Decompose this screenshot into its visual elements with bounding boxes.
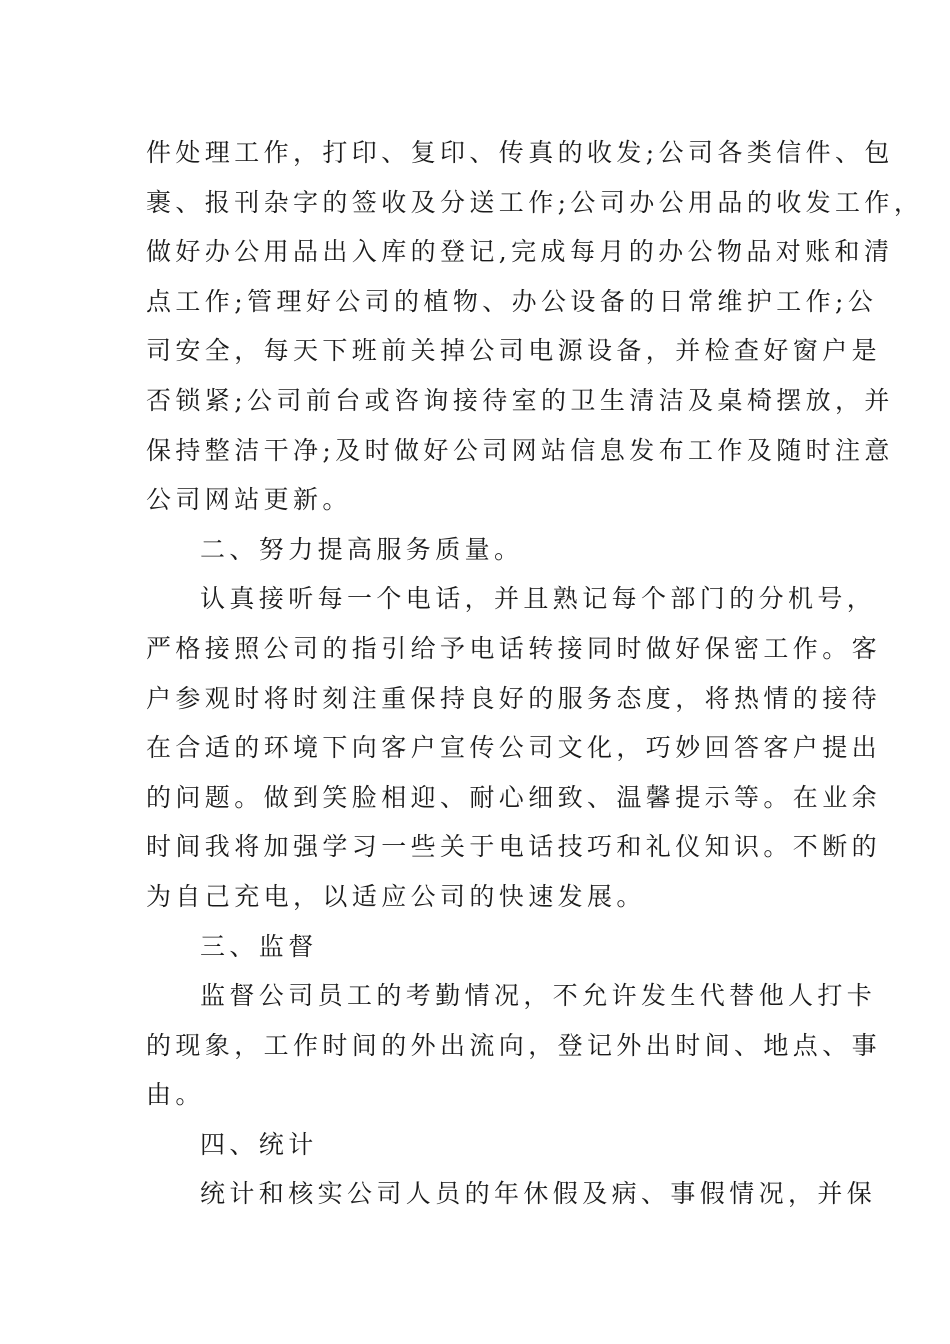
body-line: 的问题。做到笑脸相迎、耐心细致、温馨提示等。在业余: [146, 782, 882, 812]
body-line: 户参观时将时刻注重保持良好的服务态度，将热情的接待: [146, 683, 882, 713]
body-line: 司安全，每天下班前关掉公司电源设备，并检查好窗户是: [146, 336, 882, 366]
paragraph-first-line: 统计和核实公司人员的年休假及病、事假情况，并保: [200, 1179, 877, 1209]
body-line: 否锁紧;公司前台或咨询接待室的卫生清洁及桌椅摆放，并: [146, 385, 894, 415]
section-heading: 四、统计: [200, 1129, 318, 1159]
body-line: 时间我将加强学习一些关于电话技巧和礼仪知识。不断的: [146, 832, 882, 862]
section-heading: 二、努力提高服务质量。: [200, 534, 524, 564]
paragraph-first-line: 认真接听每一个电话，并且熟记每个部门的分机号，: [200, 584, 877, 614]
body-line: 由。: [146, 1080, 205, 1110]
body-line: 为自己充电，以适应公司的快速发展。: [146, 881, 646, 911]
body-line: 点工作;管理好公司的植物、办公设备的日常维护工作;公: [146, 286, 878, 316]
document-body: [146, 128, 924, 1219]
body-line: 严格接照公司的指引给予电话转接同时做好保密工作。客: [146, 633, 882, 663]
body-line: 在合适的环境下向客户宣传公司文化，巧妙回答客户提出: [146, 733, 882, 763]
paragraph-first-line: 监督公司员工的考勤情况，不允许发生代替他人打卡: [200, 981, 877, 1011]
body-line: 做好办公用品出入库的登记,完成每月的办公物品对账和清: [146, 237, 894, 267]
body-line: 件处理工作，打印、复印、传真的收发;公司各类信件、包: [146, 138, 894, 167]
body-line: 保持整洁干净;及时做好公司网站信息发布工作及随时注意: [146, 435, 894, 465]
section-heading: 三、监督: [200, 931, 318, 961]
body-line: 公司网站更新。: [146, 485, 352, 515]
body-line: 的现象，工作时间的外出流向，登记外出时间、地点、事: [146, 1030, 882, 1060]
body-line: 裹、报刊杂字的签收及分送工作;公司办公用品的收发工作，: [146, 187, 924, 217]
